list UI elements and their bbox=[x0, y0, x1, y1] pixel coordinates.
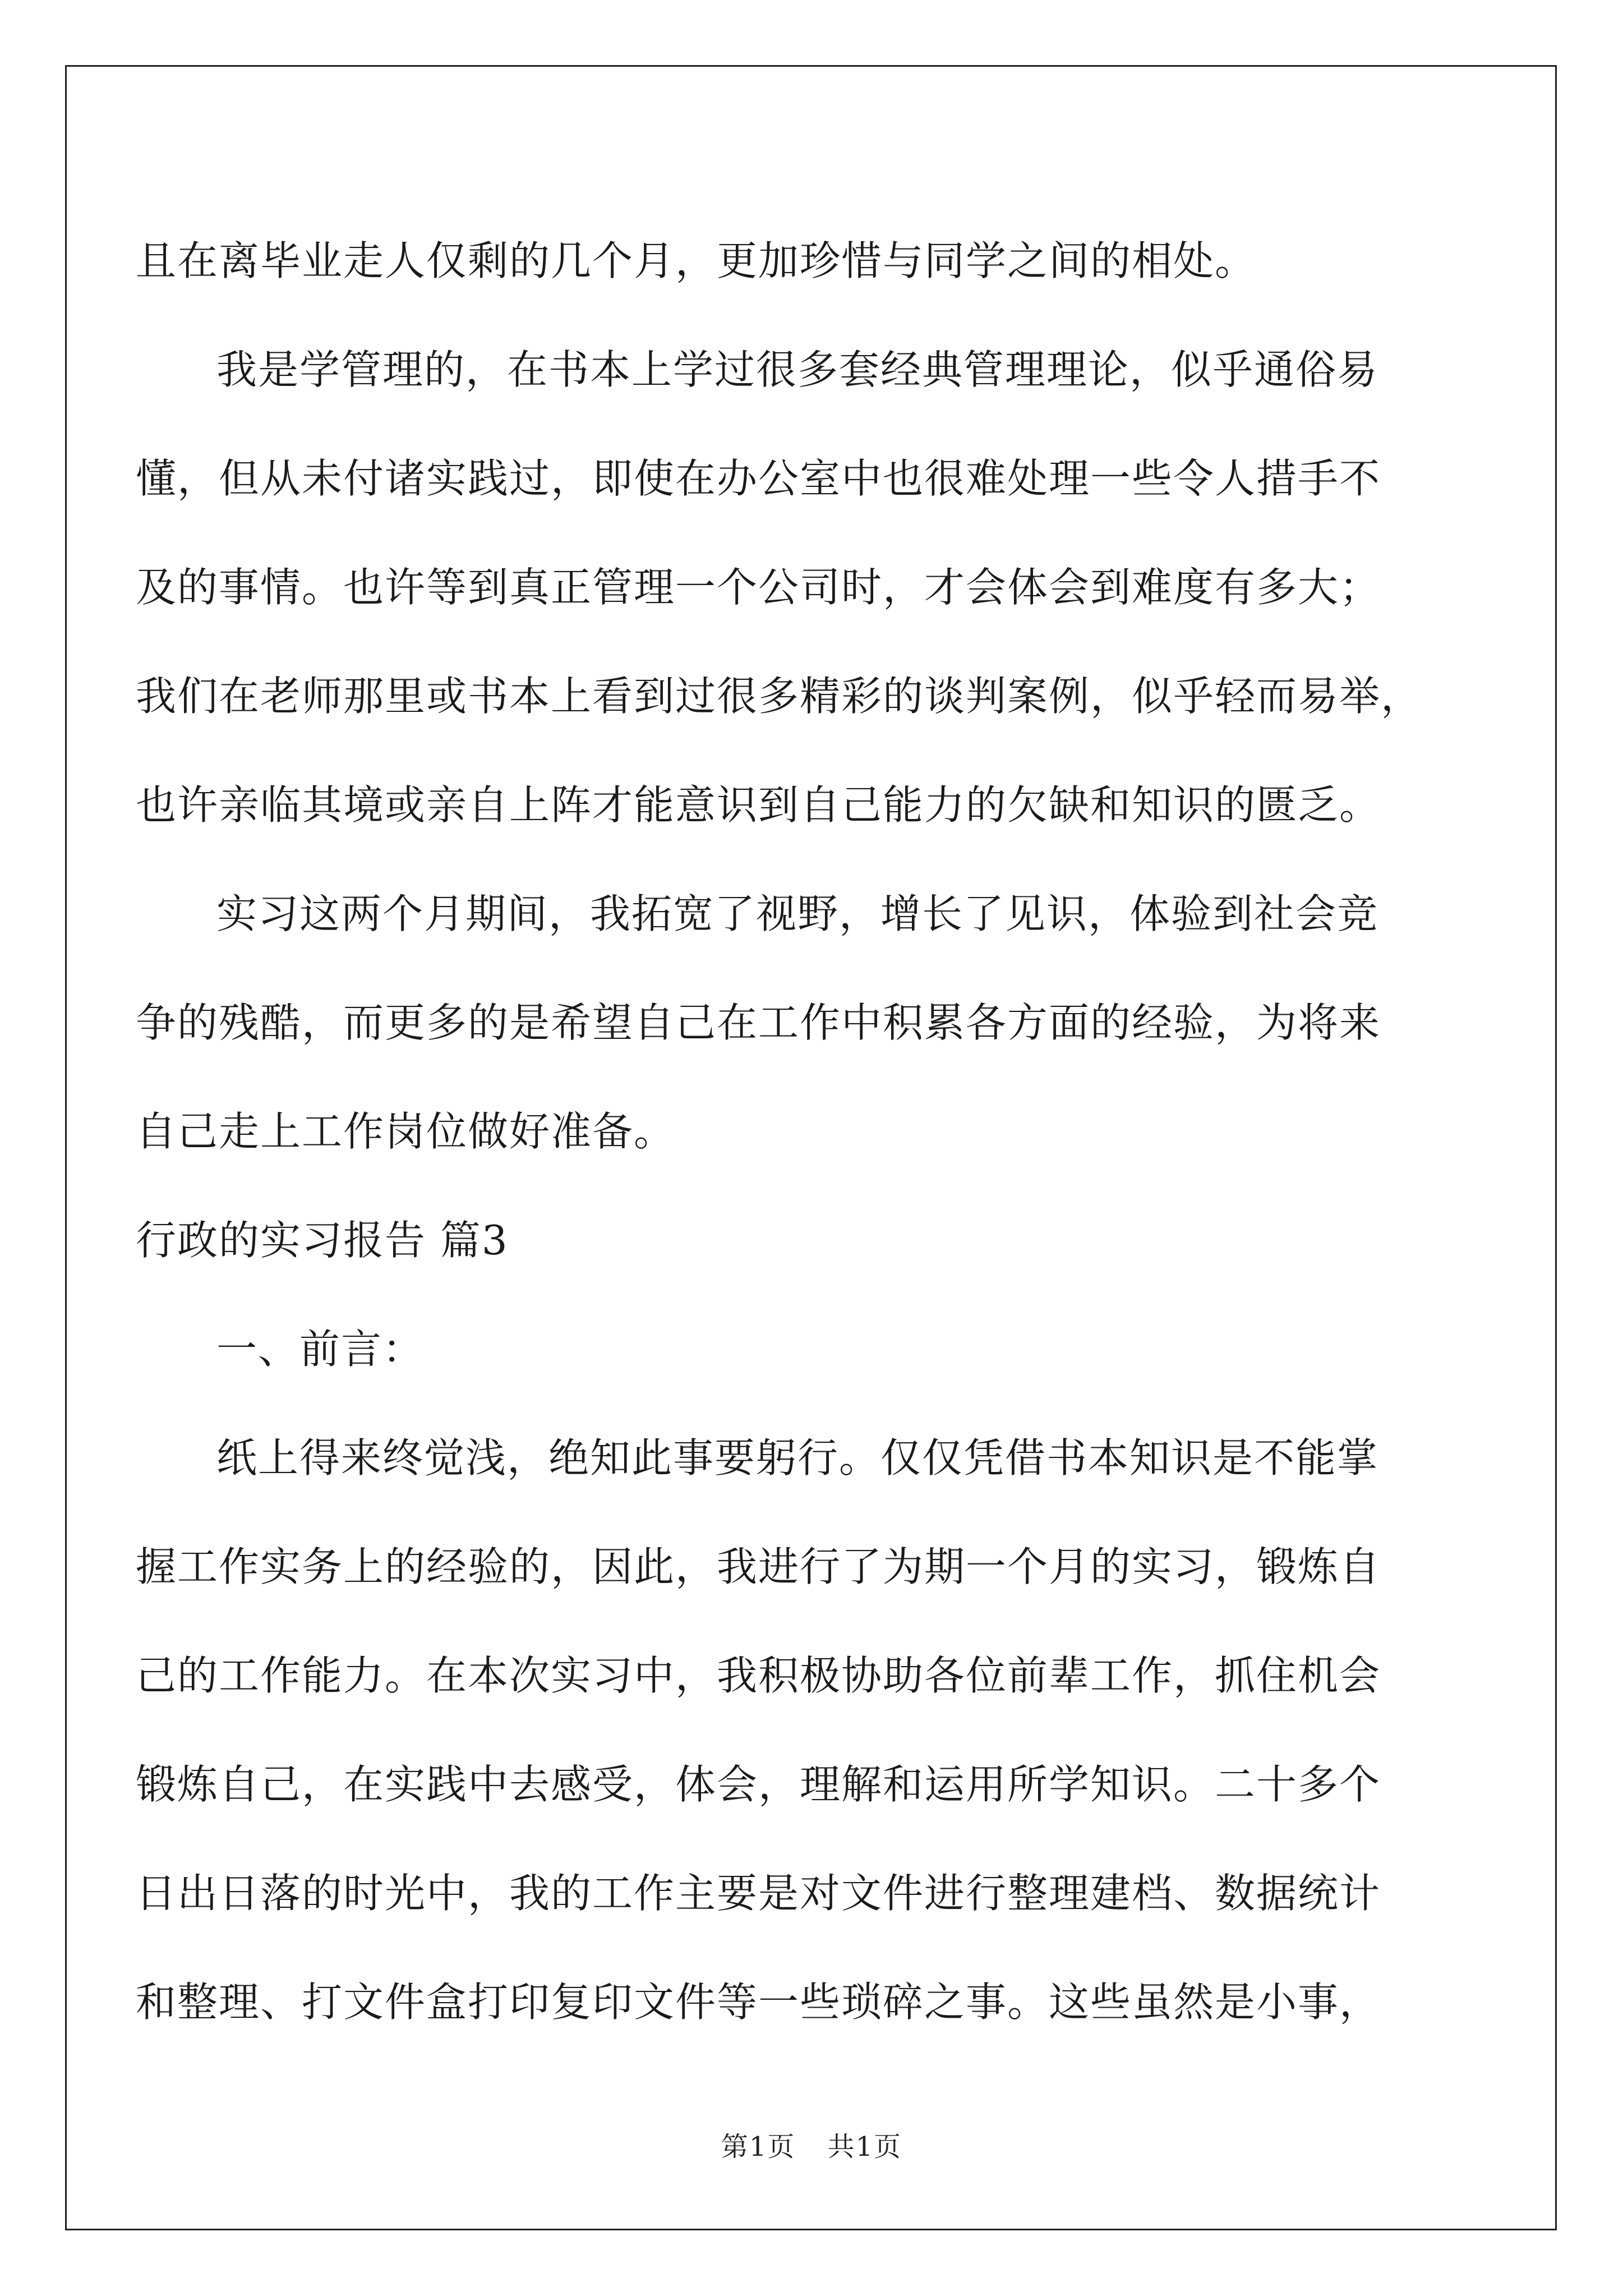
section-heading: 行政的实习报告 篇3 bbox=[136, 1217, 509, 1264]
document-body bbox=[136, 206, 1493, 2056]
text-line: 且在离毕业走人仅剩的几个月，更加珍惜与同学之间的相处。 bbox=[136, 237, 1257, 284]
page-footer bbox=[0, 2125, 1623, 2164]
text-line: 一、前言： bbox=[216, 1326, 425, 1373]
page-number: 第1页 bbox=[721, 2131, 796, 2162]
text-line: 日出日落的时光中，我的工作主要是对文件进行整理建档、数据统计 bbox=[136, 1870, 1381, 1917]
text-line: 我是学管理的，在书本上学过很多套经典管理理论，似乎通俗易 bbox=[216, 346, 1379, 393]
text-line: 己的工作能力。在本次实习中，我积极协助各位前辈工作，抓住机会 bbox=[136, 1652, 1381, 1699]
text-line: 纸上得来终觉浅，绝知此事要躬行。仅仅凭借书本知识是不能掌 bbox=[216, 1434, 1379, 1481]
text-line: 也许亲临其境或亲自上阵才能意识到自己能力的欠缺和知识的匮乏。 bbox=[136, 781, 1381, 829]
text-line: 争的残酷，而更多的是希望自己在工作中积累各方面的经验，为将来 bbox=[136, 999, 1381, 1046]
text-line: 我们在老师那里或书本上看到过很多精彩的谈判案例，似乎轻而易举， bbox=[136, 673, 1423, 720]
text-line: 及的事情。也许等到真正管理一个公司时，才会体会到难度有多大； bbox=[136, 564, 1381, 611]
text-line: 握工作实务上的经验的，因此，我进行了为期一个月的实习，锻炼自 bbox=[136, 1543, 1381, 1590]
text-line: 自己走上工作岗位做好准备。 bbox=[136, 1108, 676, 1155]
text-line: 和整理、打文件盒打印复印文件等一些琐碎之事。这些虽然是小事， bbox=[136, 1978, 1381, 2026]
text-line: 实习这两个月期间，我拓宽了视野，增长了见识，体验到社会竞 bbox=[216, 890, 1379, 937]
text-line: 懂，但从未付诸实践过，即使在办公室中也很难处理一些令人措手不 bbox=[136, 455, 1381, 502]
page-total: 共1页 bbox=[827, 2131, 902, 2162]
text-line: 锻炼自己，在实践中去感受，体会，理解和运用所学知识。二十多个 bbox=[136, 1761, 1381, 1808]
